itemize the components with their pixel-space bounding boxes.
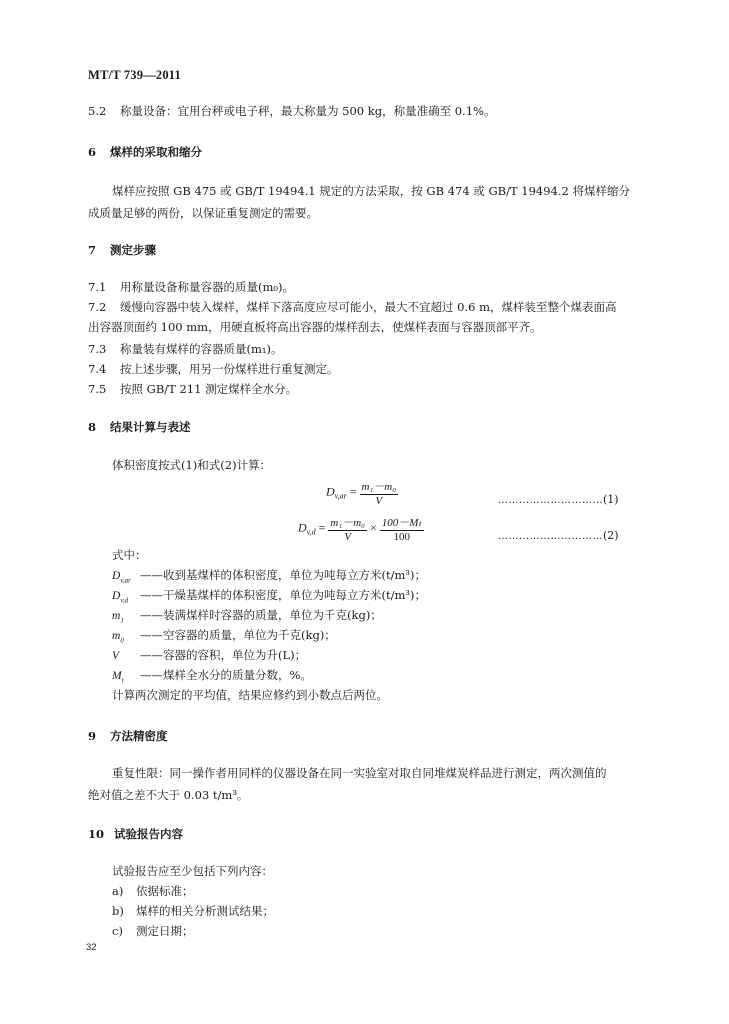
section-title: 结果计算与表述 <box>110 420 191 434</box>
list-item-text: 煤样的相关分析测试结果； <box>136 904 274 918</box>
denominator: V <box>375 495 383 507</box>
document-header: MT/T 739—2011 <box>88 68 182 82</box>
definition-row: $D_{v,ar}$ ——收到基煤样的体积密度，单位为吨每立方米(t/m³)； <box>112 568 426 585</box>
list-item-text: 依据标准； <box>136 884 194 898</box>
definition-text: ——空容器的质量，单位为千克(kg)； <box>140 628 336 642</box>
clause-text: 用称量设备称量容器的质量(m₀)。 <box>120 280 294 294</box>
section-10-intro: 试验报告应至少包括下列内容： <box>112 864 273 878</box>
list-item <box>112 924 194 939</box>
section-6-heading <box>88 144 202 160</box>
clause-number: 7.5 <box>88 382 107 396</box>
definition-text: ——装满煤样时容器的质量，单位为千克(kg)； <box>140 608 382 622</box>
definition-row: $D_{v,d}$ ——干燥基煤样的体积密度，单位为吨每立方米(t/m³)； <box>112 588 426 605</box>
section-number: 8 <box>88 420 97 434</box>
formula-intro: 体积密度按式(1)和式(2)计算： <box>112 458 272 472</box>
leader-dots: ………………………… <box>498 531 603 542</box>
formula-lhs: D <box>298 520 307 535</box>
fraction <box>360 478 399 507</box>
equation-number: (2) <box>603 529 619 542</box>
formula-2-tag <box>498 524 619 543</box>
numerator: m₁－m₀ <box>360 478 399 495</box>
clause-number: 7.2 <box>88 300 107 314</box>
formula-1-tag <box>498 488 619 507</box>
clause-number: 7.1 <box>88 280 107 294</box>
numerator: 100－Mₜ <box>380 514 424 531</box>
clause-number: 5.2 <box>88 104 107 118</box>
clause-7-4 <box>88 362 339 377</box>
section-7-heading <box>88 242 156 258</box>
section-number: 10 <box>88 827 105 841</box>
list-item-text: 测定日期； <box>136 924 194 938</box>
clause-7-1 <box>88 280 294 295</box>
clause-7-3 <box>88 342 283 357</box>
where-label: 式中： <box>112 548 147 562</box>
closing-sentence: 计算两次测定的平均值，结果应修约到小数点后两位。 <box>112 688 388 702</box>
section-10-heading <box>88 826 183 842</box>
section-8-heading <box>88 419 191 435</box>
section-9-heading <box>88 728 168 744</box>
definition-row: $M_t$ ——煤样全水分的质量分数，%。 <box>112 668 312 685</box>
clause-text: 按照 GB/T 211 测定煤样全水分。 <box>120 382 298 396</box>
definition-row: V ——容器的容积，单位为升(L)； <box>112 648 307 662</box>
section-6-para-line1: 煤样应按照 GB 475 或 GB/T 19494.1 规定的方法采取，按 GB 474 或 GB/T 19494.2 将煤样缩分 <box>112 184 631 198</box>
formula-lhs-subscript: v,ar <box>334 491 347 501</box>
list-item <box>112 904 274 919</box>
section-number: 6 <box>88 145 97 159</box>
denominator: 100 <box>393 531 410 543</box>
section-6-para-line2: 成质量足够的两份，以保证重复测定的需要。 <box>88 206 318 220</box>
section-9-para-line1: 重复性限：同一操作者用同样的仪器设备在同一实验室对取自同堆煤炭样品进行测定，两次测值的 <box>112 766 607 780</box>
clause-number: 7.4 <box>88 362 107 376</box>
definition-row: $m_1$ ——装满煤样时容器的质量，单位为千克(kg)； <box>112 608 382 625</box>
list-marker: b) <box>112 904 124 918</box>
equation-number: (1) <box>603 493 619 506</box>
list-marker: a) <box>112 884 124 898</box>
formula-1: $D_{v,ar}$ = $\frac{\text{m₁－m₀}}{V}$ <box>326 478 398 507</box>
list-item <box>112 884 194 899</box>
section-title: 试验报告内容 <box>114 827 183 841</box>
definition-text: ——容器的容积，单位为升(L)； <box>140 648 307 662</box>
clause-number: 7.3 <box>88 342 107 356</box>
clause-text: 缓慢向容器中装入煤样，煤样下落高度应尽可能小，最大不宜超过 0.6 m，煤样装至整个煤表面高 <box>120 300 617 314</box>
page-number: 32 <box>86 942 97 953</box>
section-title: 测定步骤 <box>110 243 156 257</box>
clause-text: 称量装有煤样的容器质量(m₁)。 <box>120 342 283 356</box>
clause-7-2 <box>88 300 617 315</box>
fraction <box>328 514 367 543</box>
section-number: 9 <box>88 729 97 743</box>
formula-lhs-subscript: v,d <box>306 527 316 537</box>
section-number: 7 <box>88 243 97 257</box>
definition-text: ——干燥基煤样的体积密度，单位为吨每立方米(t/m³)； <box>140 588 426 602</box>
leader-dots: ………………………… <box>498 495 603 506</box>
numerator: m₁－m₀ <box>328 514 367 531</box>
definition-text: ——收到基煤样的体积密度，单位为吨每立方米(t/m³)； <box>140 568 426 582</box>
fraction <box>380 514 424 543</box>
definition-text: ——煤样全水分的质量分数，%。 <box>140 668 312 682</box>
section-title: 方法精密度 <box>110 729 168 743</box>
formula-lhs: D <box>326 484 335 499</box>
section-9-para-line2: 绝对值之差不大于 0.03 t/m³。 <box>88 788 249 802</box>
clause-7-5 <box>88 382 297 397</box>
clause-7-2-continued: 出容器顶面约 100 mm，用硬直板将高出容器的煤样刮去，使煤样表面与容器顶部平齐。 <box>88 320 542 334</box>
list-marker: c) <box>112 924 123 938</box>
denominator: V <box>344 531 352 543</box>
clause-text: 按上述步骤，用另一份煤样进行重复测定。 <box>120 362 339 376</box>
clause-5-2 <box>88 104 495 119</box>
clause-text: 称量设备：宜用台秤或电子秤，最大称量为 500 kg，称量准确至 0.1%。 <box>120 104 496 118</box>
section-title: 煤样的采取和缩分 <box>110 145 202 159</box>
definition-row: $m_0$ ——空容器的质量，单位为千克(kg)； <box>112 628 336 645</box>
formula-2: $D_{v,d}$ = $\frac{\text{m₁－m₀}}{V}$ × $\frac{\text{100－Mₜ}}{100}$ <box>298 514 424 543</box>
